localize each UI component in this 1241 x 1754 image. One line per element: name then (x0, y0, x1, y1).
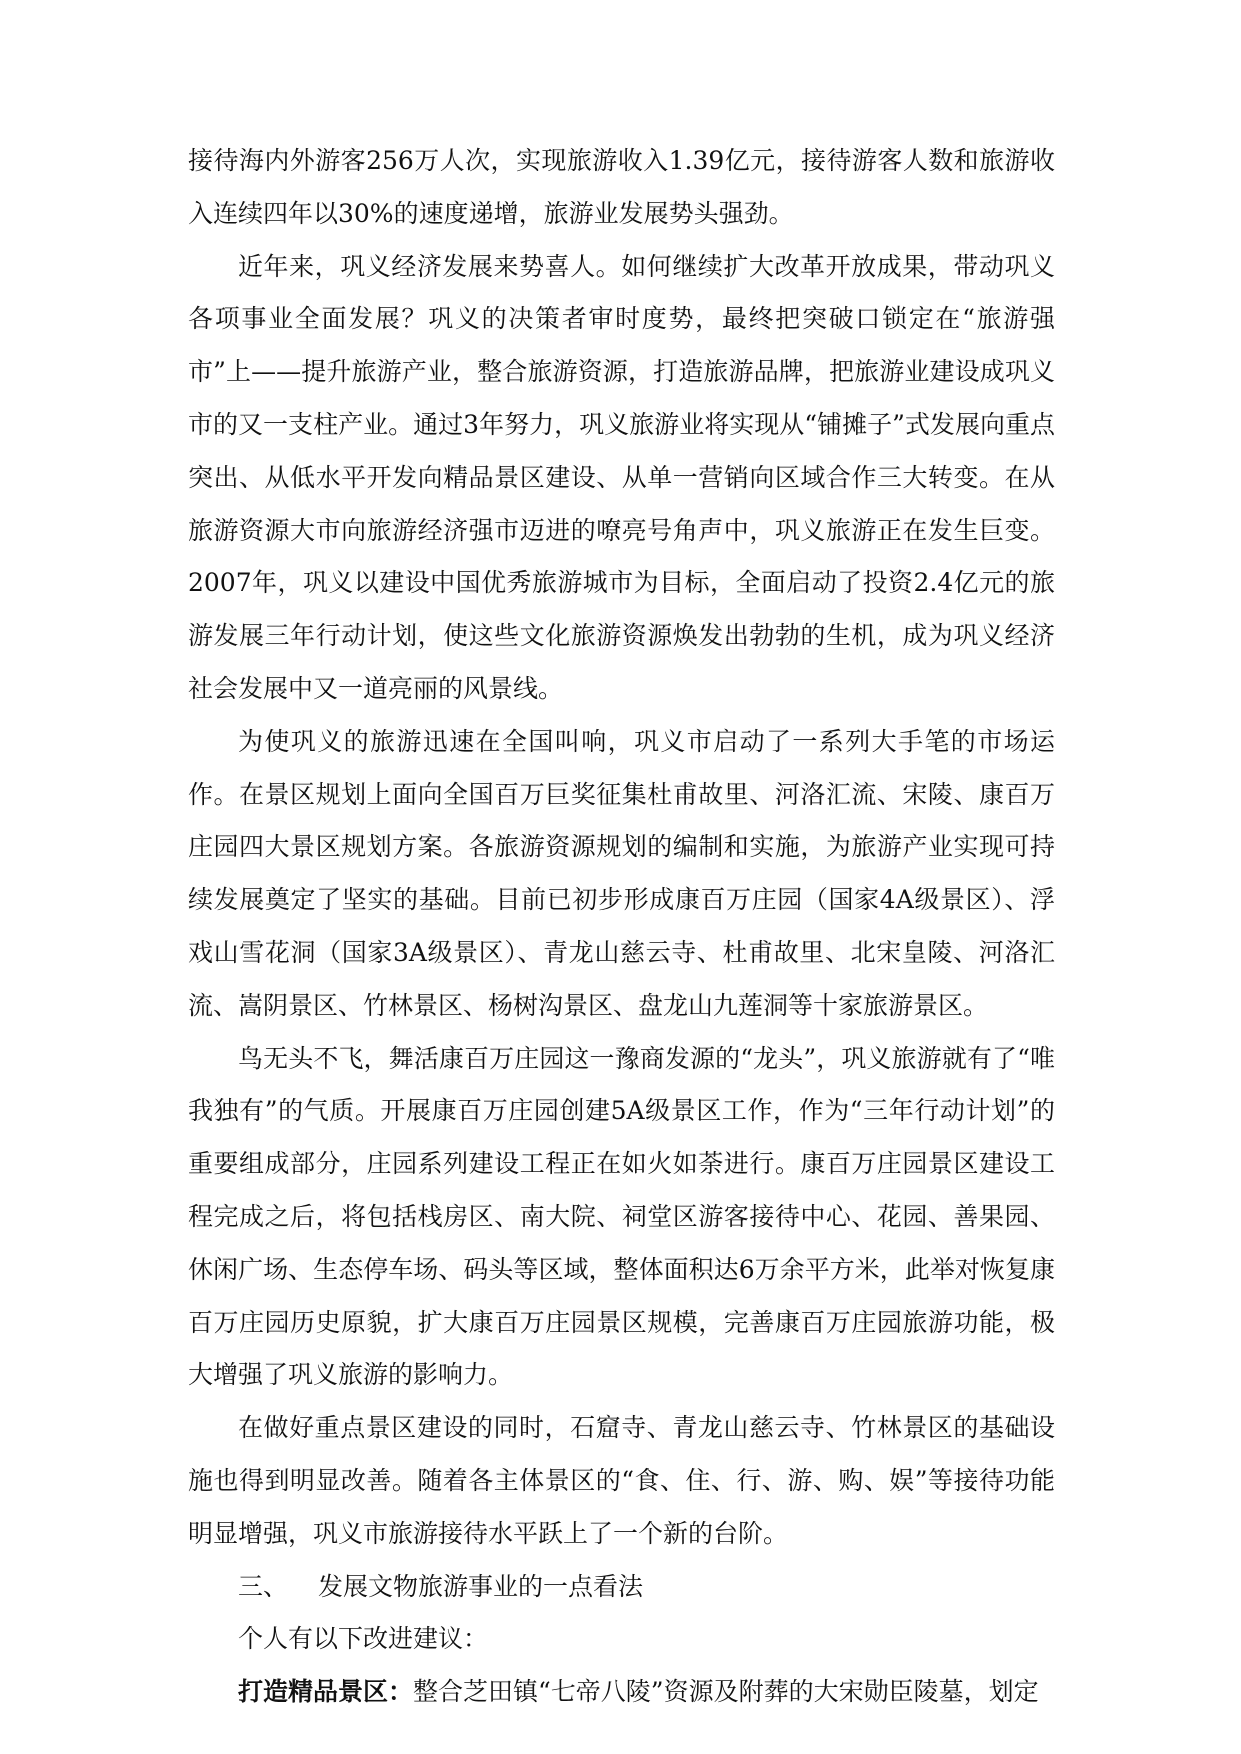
section-title: 发展文物旅游事业的一点看法 (318, 1571, 644, 1601)
paragraph-tourism-stats: 接待海内外游客256万人次，实现旅游收入1.39亿元，接待游客人数和旅游收入连续四年以30%的速度递增，旅游业发展势头强劲。 (188, 146, 1055, 228)
paragraph-lead: 打造精品景区： (238, 1677, 414, 1707)
intro-line: 个人有以下改进建议： (238, 1624, 489, 1654)
section-heading (188, 1561, 1055, 1614)
paragraph-premium-scenic (188, 1666, 1055, 1719)
paragraph-market-operation: 为使巩义的旅游迅速在全国叫响，巩义市启动了一系列大手笔的市场运作。在景区规划上面向全国百万巨奖征集杜甫故里、河洛汇流、宋陵、康百万庄园四大景区规划方案。各旅游资源规划的编制和实施，为旅游产业实现可持续发展奠定了坚实的基础。目前已初步形成康百万庄园（国家4A级景区）、浮戏山雪花洞（国家3A级景区）、青龙山慈云寺、杜甫故里、北宋皇陵、河洛汇流、嵩阴景区、竹林景区、杨树沟景区、盘龙山九莲洞等十家旅游景区。 (188, 726, 1055, 1020)
paragraph-body: 整合芝田镇“七帝八陵”资源及附葬的大宋勋臣陵墓，划定 (413, 1677, 1039, 1707)
paragraph-economic-development: 近年来，巩义经济发展来势喜人。如何继续扩大改革开放成果，带动巩义各项事业全面发展？巩义的决策者审时度势，最终把突破口锁定在“旅游强市”上——提升旅游产业，整合旅游资源，打造旅游品牌，把旅游业建设成巩义市的又一支柱产业。通过3年努力，巩义旅游业将实现从“铺摊子”式发展向重点突出、从低水平开发向精品景区建设、从单一营销向区域合作三大转变。在从旅游资源大市向旅游经济强市迈进的嘹亮号角声中，巩义旅游正在发生巨变。 2007年，巩义以建设中国优秀旅游城市为目标，全面启动了投资2.4亿元的旅游发展三年行动计划，使这些文化旅游资源焕发出勃勃的生机，成为巩义经济社会发展中又一道亮丽的风景线。 (188, 251, 1055, 703)
document-page (188, 135, 1055, 1719)
paragraph-kang-baiwan-manor: 鸟无头不飞，舞活康百万庄园这一豫商发源的“龙头”，巩义旅游就有了“唯我独有”的气质。开展康百万庄园创建5A级景区工作，作为“三年行动计划”的重要组成部分，庄园系列建设工程正在如火如荼进行。康百万庄园景区建设工程完成之后，将包括栈房区、南大院、祠堂区游客接待中心、花园、善果园、休闲广场、生态停车场、码头等区域，整体面积达6万余平方米，此举对恢复康百万庄园历史原貌，扩大康百万庄园景区规模，完善康百万庄园旅游功能，极大增强了巩义旅游的影响力。 (188, 1043, 1055, 1390)
section-number: 三、 (238, 1571, 289, 1601)
paragraph-infrastructure: 在做好重点景区建设的同时，石窟寺、青龙山慈云寺、竹林景区的基础设施也得到明显改善。随着各主体景区的“食、住、行、游、购、娱”等接待功能明显增强，巩义市旅游接待水平跃上了一个新的台阶。 (188, 1413, 1055, 1548)
